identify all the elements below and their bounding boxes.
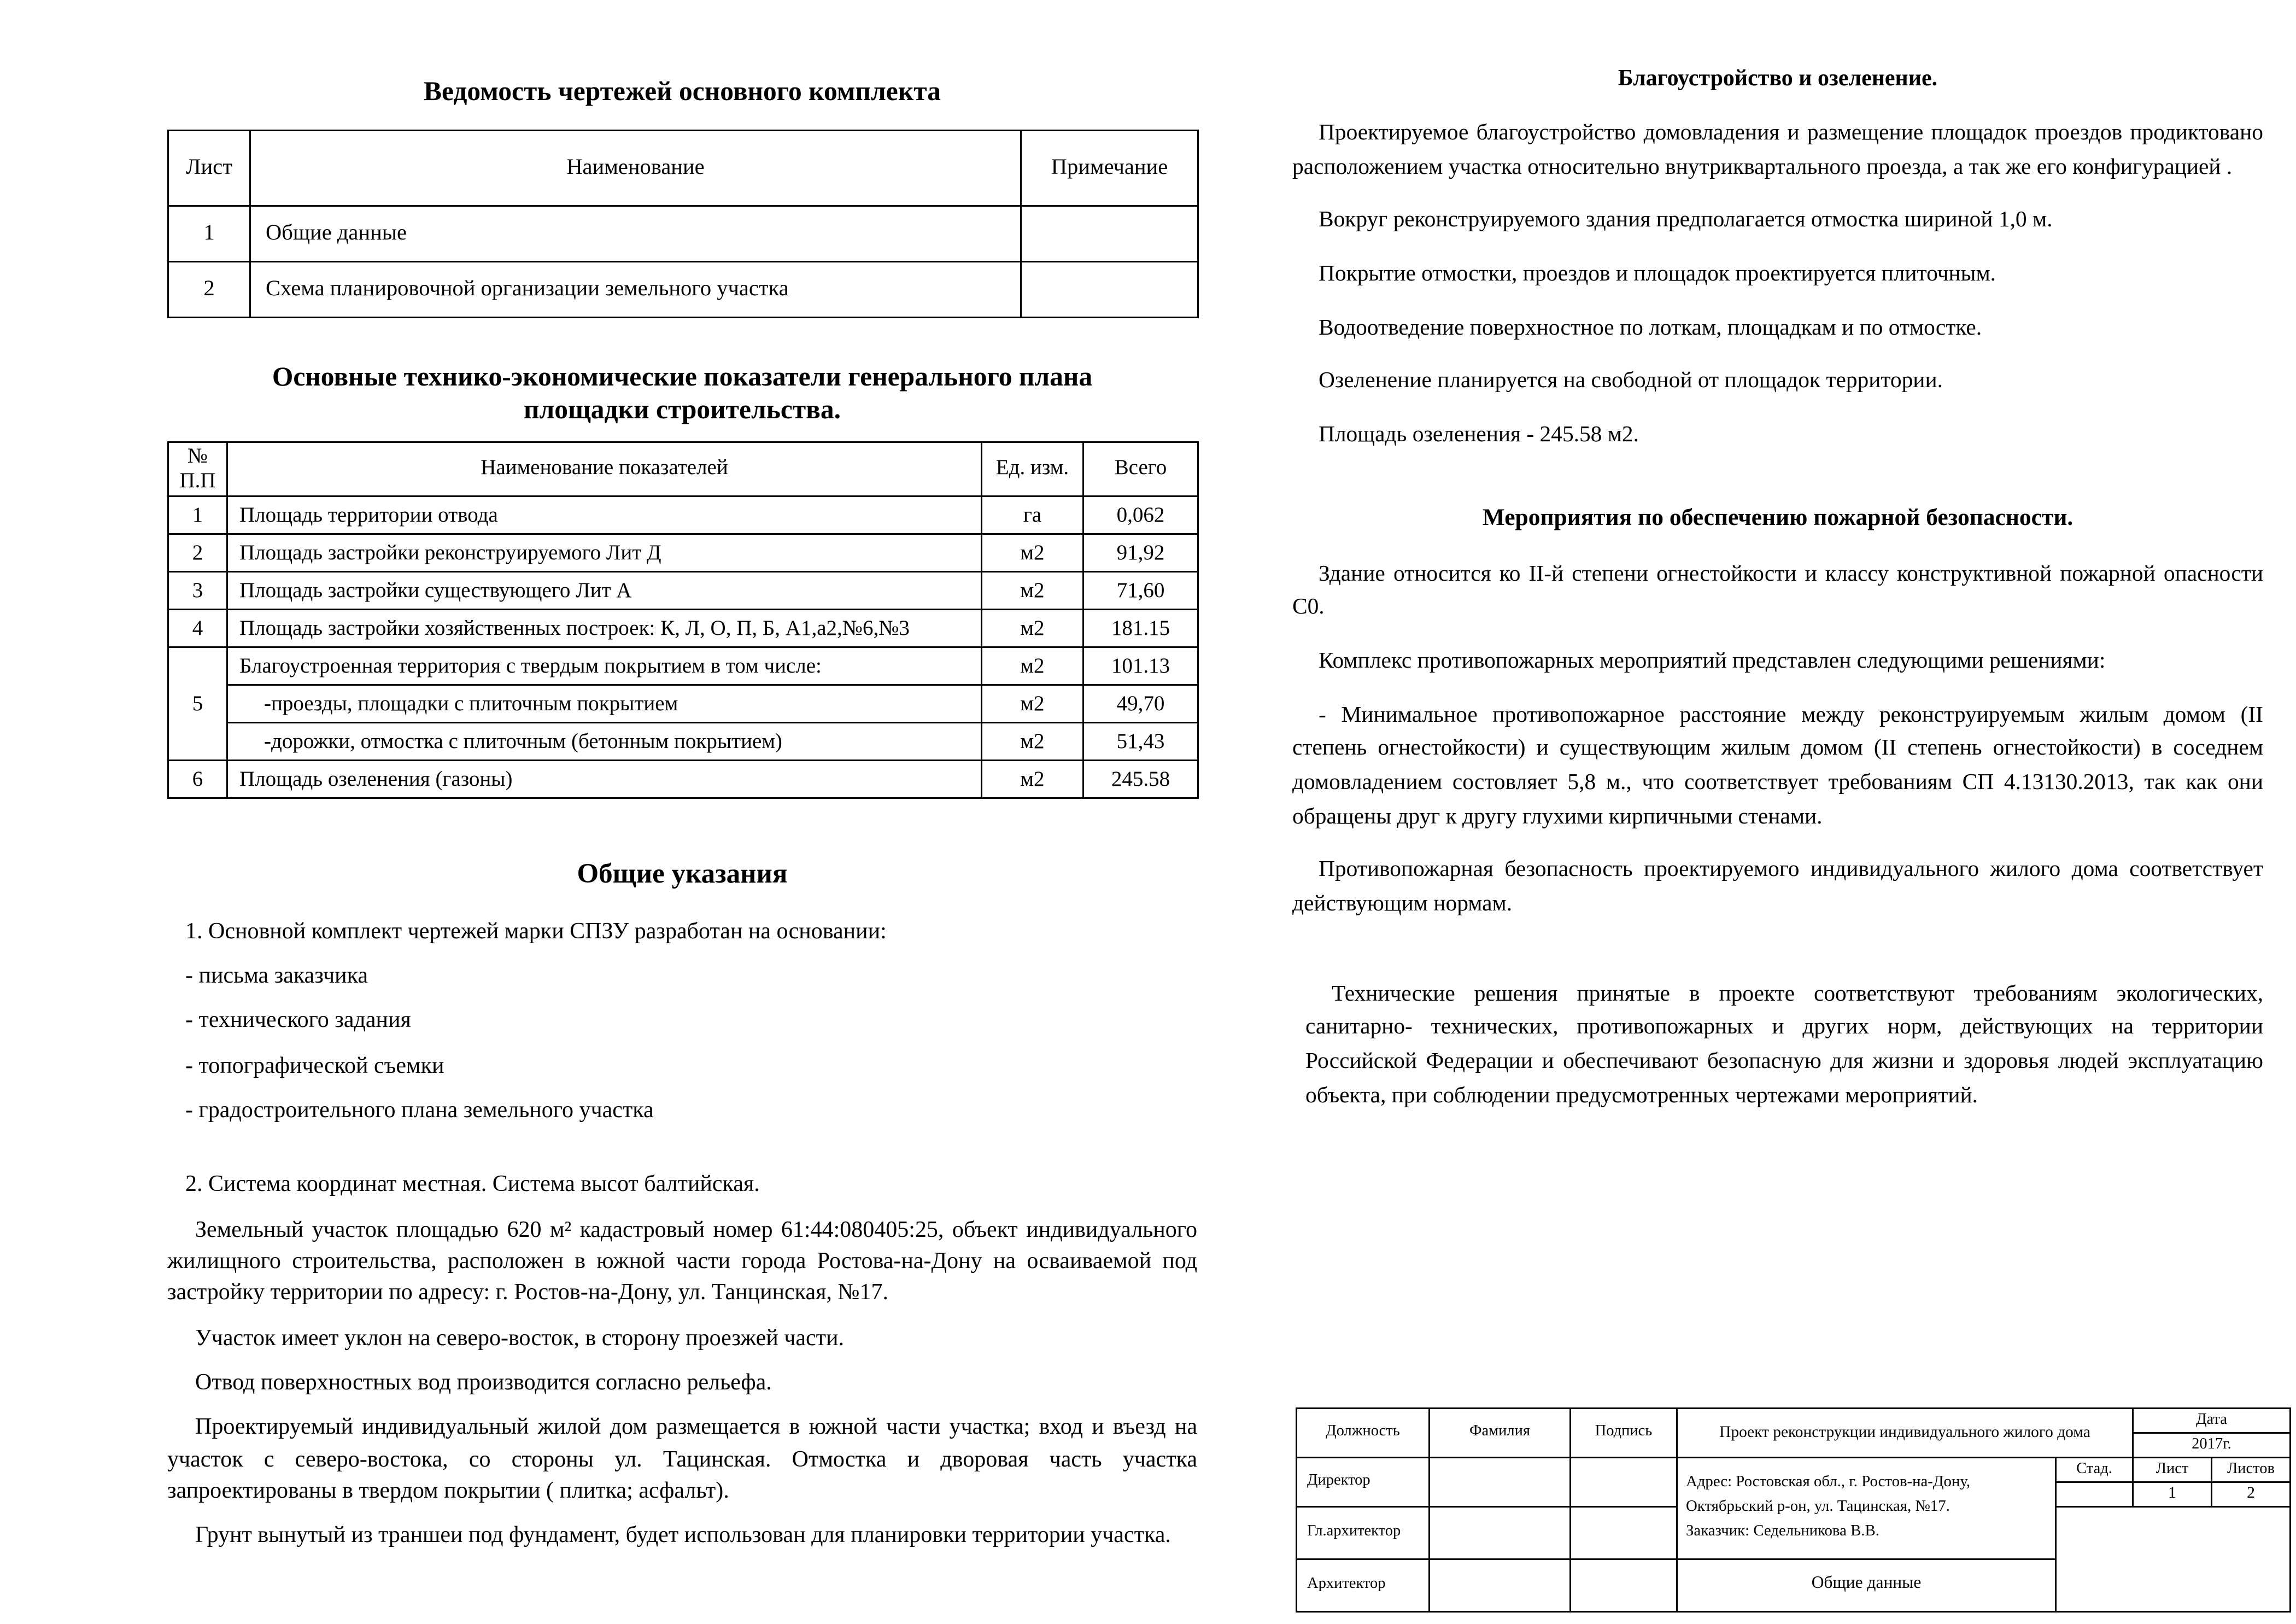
- tep-title-line2: площадки строительства.: [523, 394, 841, 425]
- landscaping-title: Благоустройство и озеленение.: [1618, 67, 1938, 92]
- drawings-cell-name: Общие данные: [250, 205, 1021, 261]
- stamp-empty-cell: [2057, 1508, 2289, 1611]
- tep-cell-num: 2: [168, 534, 227, 571]
- stamp-empty-cell: [1571, 1508, 1676, 1558]
- table-row: [168, 647, 1198, 685]
- tep-cell-name: Площадь застройки реконструируемого Лит Д: [227, 534, 982, 571]
- stamp-empty-cell: [1571, 1560, 1676, 1611]
- drawings-header-name: Наименование: [250, 130, 1021, 205]
- paragraph: Комплекс противопожарных мероприятий представлен следующими решениями:: [1319, 647, 2106, 673]
- title-block: [1296, 1407, 2291, 1613]
- tep-cell-num: 6: [168, 760, 227, 798]
- general-notes: [167, 916, 1197, 1552]
- note-paragraph: Участок имеет уклон на северо-восток, в сторону проезжей части.: [195, 1326, 845, 1351]
- tep-cell-total: 245.58: [1083, 760, 1198, 798]
- table-row: [168, 571, 1198, 609]
- drawings-header-note: Примечание: [1021, 130, 1198, 205]
- tep-cell-name: -дорожки, отмостка с плиточным (бетонным покрытием): [227, 722, 982, 760]
- tep-cell-num: 4: [168, 609, 227, 647]
- tep-title-line1: Основные технико-экономические показатели генерального плана: [272, 360, 1093, 392]
- stamp-role-architect: Архитектор: [1297, 1560, 1428, 1611]
- tep-cell-unit: м2: [982, 685, 1083, 722]
- tep-cell-num: 1: [168, 496, 227, 534]
- paragraph: Противопожарная безопасность проектируемого индивидуального жилого дома соответствует действующим нормам.: [1292, 857, 2263, 916]
- tep-cell-name: -проезды, площадки с плиточным покрытием: [227, 685, 982, 722]
- note-paragraph: 1. Основной комплект чертежей марки СПЗУ разработан на основании:: [185, 920, 887, 945]
- stamp-empty-cell: [1571, 1458, 1676, 1506]
- stamp-sheet-label: Лист: [2134, 1458, 2211, 1481]
- tep-table: [167, 441, 1199, 799]
- stamp-position-header: Должность: [1297, 1409, 1428, 1457]
- note-paragraph: - технического задания: [185, 1009, 411, 1035]
- fire-safety-title: Мероприятия по обеспечению пожарной безопасности.: [1482, 505, 2074, 531]
- note-paragraph: Отвод поверхностных вод производится согласно рельефа.: [195, 1371, 772, 1396]
- stamp-role-chief-architect: Гл.архитектор: [1297, 1508, 1428, 1558]
- right-column: [1292, 62, 2263, 1113]
- table-row: [168, 534, 1198, 571]
- left-column: [167, 75, 1197, 1565]
- stamp-signature-header: Подпись: [1571, 1409, 1676, 1457]
- table-row: [168, 722, 1198, 760]
- tep-cell-unit: га: [982, 496, 1083, 534]
- paragraph: Площадь озеленения - 245.58 м2.: [1319, 422, 1639, 447]
- tep-header-name: Наименование показателей: [227, 442, 982, 496]
- stamp-project-title: Проект реконструкции индивидуального жилого дома: [1678, 1409, 2132, 1457]
- drawings-cell-note: [1021, 261, 1198, 317]
- tep-cell-name: Площадь территории отвода: [227, 496, 982, 534]
- tep-cell-name: Площадь озеленения (газоны): [227, 760, 982, 798]
- technical-note: Технические решения принятые в проекте соответствуют требованиям экологических, санитарно- технических, противопожарных и других норм, действующих на территории Российской Федерации и обеспечивают безопасную для жизни и здоровья людей эксплуатацию объекта, при соблюдении предусмотренных чертежами мероприятий.: [1305, 980, 2263, 1107]
- tep-cell-total: 49,70: [1083, 685, 1198, 722]
- table-row: [168, 609, 1198, 647]
- stamp-date-label: Дата: [2134, 1409, 2289, 1432]
- tep-cell-num: 5: [168, 647, 227, 760]
- table-row: [168, 261, 1198, 317]
- stamp-address-line3: Заказчик: Седельникова В.В.: [1686, 1522, 1879, 1540]
- note-paragraph: - топографической съемки: [185, 1054, 444, 1079]
- table-row: [168, 496, 1198, 534]
- table-row: [168, 760, 1198, 798]
- stamp-sheets-value: 2: [2212, 1483, 2289, 1506]
- tep-title: [167, 360, 1197, 428]
- stamp-empty-cell: [1430, 1560, 1569, 1611]
- drawings-cell-sheet: 1: [168, 205, 250, 261]
- tep-cell-unit: м2: [982, 609, 1083, 647]
- stamp-stage-label: Стад.: [2057, 1458, 2132, 1481]
- tep-cell-total: 51,43: [1083, 722, 1198, 760]
- tep-cell-unit: м2: [982, 760, 1083, 798]
- note-paragraph: Земельный участок площадью 620 м² кадастровый номер 61:44:080405:25, объект индивидуального жилищного строительства, расположен в южной части города Ростова-на-Дону на осваиваемой под застройку территории по адресу: г. Ростов-на-Дону, ул. Танцинская, №17.: [167, 1218, 1197, 1306]
- stamp-date-value: 2017г.: [2134, 1434, 2289, 1457]
- tep-cell-unit: м2: [982, 534, 1083, 571]
- stamp-stage-value: [2057, 1483, 2132, 1506]
- tep-cell-num: 3: [168, 571, 227, 609]
- drawings-table-header: [168, 130, 1198, 205]
- stamp-empty-cell: [1430, 1458, 1569, 1506]
- tep-cell-name: Благоустроенная территория с твердым покрытием в том числе:: [227, 647, 982, 685]
- tep-cell-total: 0,062: [1083, 496, 1198, 534]
- stamp-sheets-label: Листов: [2212, 1458, 2289, 1481]
- paragraph: Покрытие отмостки, проездов и площадок проектируется плиточным.: [1319, 261, 1996, 286]
- tep-table-header: [168, 442, 1198, 496]
- tep-cell-total: 91,92: [1083, 534, 1198, 571]
- drawings-cell-note: [1021, 205, 1198, 261]
- drawings-table: [167, 129, 1199, 318]
- tep-header-unit: Ед. изм.: [982, 442, 1083, 496]
- tep-cell-unit: м2: [982, 722, 1083, 760]
- stamp-address: [1678, 1458, 2055, 1558]
- stamp-empty-cell: [1430, 1508, 1569, 1558]
- stamp-doc-name: Общие данные: [1678, 1560, 2055, 1611]
- tep-header-num: № П.П: [168, 442, 227, 496]
- tep-cell-total: 181.15: [1083, 609, 1198, 647]
- stamp-name-header: Фамилия: [1430, 1409, 1569, 1457]
- tep-cell-unit: м2: [982, 647, 1083, 685]
- tep-cell-unit: м2: [982, 571, 1083, 609]
- paragraph: Озеленение планируется на свободной от площадок территории.: [1319, 368, 1943, 393]
- drawings-list-title: Ведомость чертежей основного комплекта: [423, 75, 941, 107]
- tep-cell-total: 71,60: [1083, 571, 1198, 609]
- note-paragraph: Грунт вынутый из траншеи под фундамент, будет использован для планировки территории участка.: [195, 1524, 1171, 1549]
- tep-cell-name: Площадь застройки хозяйственных построек: К, Л, О, П, Б, А1,а2,№6,№3: [227, 609, 982, 647]
- tep-cell-name: Площадь застройки существующего Лит А: [227, 571, 982, 609]
- table-row: [168, 205, 1198, 261]
- tep-header-total: Всего: [1083, 442, 1198, 496]
- drawings-header-sheet: Лист: [168, 130, 250, 205]
- paragraph: Здание относится ко II-й степени огнестойкости и классу конструктивной пожарной опасности С0.: [1292, 560, 2263, 619]
- note-paragraph: Проектируемый индивидуальный жилой дом размещается в южной части участка; вход и въезд на участок с северо-востока, со стороны ул. Тацинская. Отмостка и дворовая часть участка запроектированы в твердом покрытии ( плитка; асфальт).: [167, 1416, 1197, 1504]
- drawings-cell-sheet: 2: [168, 261, 250, 317]
- note-paragraph: - градостроительного плана земельного участка: [185, 1099, 654, 1124]
- tep-cell-total: 101.13: [1083, 647, 1198, 685]
- stamp-role-director: Директор: [1297, 1458, 1428, 1506]
- paragraph: Проектируемое благоустройство домовладения и размещение площадок проездов продиктовано расположением участка относительно внутриквартального проезда, а так же его конфигурацией .: [1292, 120, 2263, 179]
- general-notes-title: Общие указания: [577, 857, 788, 889]
- stamp-address-line2: Октябрьский р-он, ул. Тацинская, №17.: [1686, 1498, 1950, 1516]
- note-paragraph: - письма заказчика: [185, 965, 368, 990]
- note-paragraph: 2. Система координат местная. Система высот балтийская.: [185, 1173, 760, 1198]
- table-row: [168, 685, 1198, 722]
- paragraph: Вокруг реконструируемого здания предполагается отмостка шириной 1,0 м.: [1319, 207, 2053, 232]
- stamp-address-line1: Адрес: Ростовская обл., г. Ростов-на-Дону,: [1686, 1473, 1971, 1492]
- paragraph: Водоотведение поверхностное по лоткам, площадкам и по отмостке.: [1319, 314, 1982, 340]
- stamp-sheet-value: 1: [2134, 1483, 2211, 1506]
- drawings-cell-name: Схема планировочной организации земельного участка: [250, 261, 1021, 317]
- paragraph: - Минимальное противопожарное расстояние между реконструируемым жилым домом (II степень огнестойкости) и существующим жилым домом (II степень огнестойкости) в соседнем домовладением состовляет 5,8 м., что соответствует требованиям СП 4.13130.2013, так как они обращены друг к другу глухими кирпичными стенами.: [1292, 701, 2263, 828]
